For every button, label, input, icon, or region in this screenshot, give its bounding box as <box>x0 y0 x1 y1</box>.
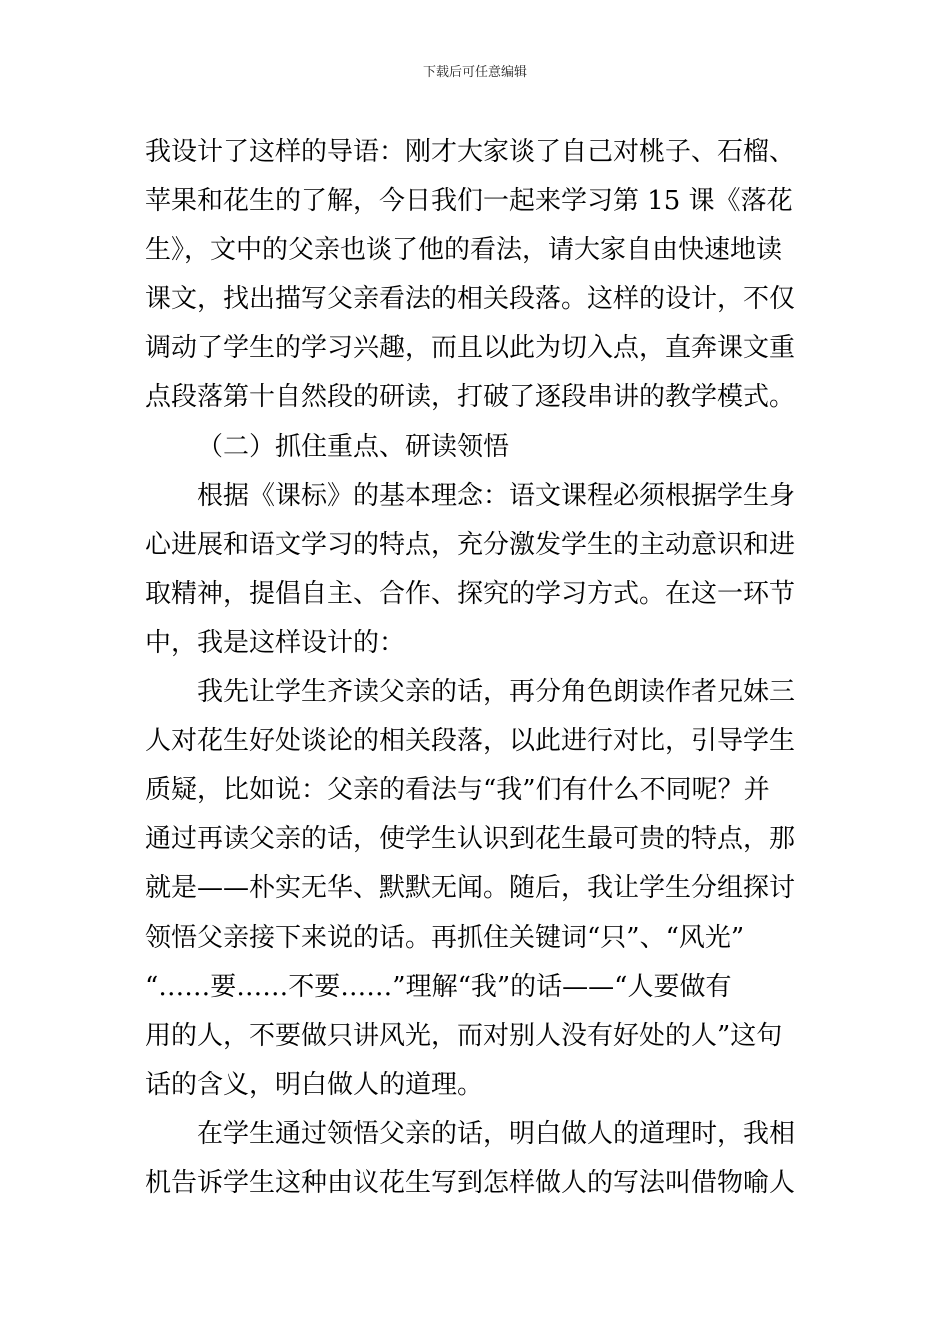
text-line: 就是——朴实无华、默默无闻。随后，我让学生分组探讨 <box>145 873 796 904</box>
text-line: 质疑，比如说：父亲的看法与“我”们有什么不同呢？并 <box>145 775 770 806</box>
text-line: 苹果和花生的了解，今日我们一起来学习第 15 课《落花 <box>145 186 793 217</box>
text-line: 话的含义，明白做人的道理。 <box>145 1069 484 1100</box>
text-line: 人对花生好处谈论的相关段落，以此进行对比，引导学生 <box>145 726 796 757</box>
text-line: 根据《课标》的基本理念：语文课程必须根据学生身 <box>197 480 796 511</box>
text-line: 领悟父亲接下来说的话。再抓住关键词“只”、“风光” <box>145 922 745 953</box>
text-line: 心进展和语文学习的特点，充分激发学生的主动意识和进 <box>145 529 796 560</box>
text-line: 在学生通过领悟父亲的话，明白做人的道理时，我相 <box>197 1118 796 1149</box>
text-line: 我设计了这样的导语：刚才大家谈了自己对桃子、石榴、 <box>145 137 796 167</box>
text-line: 中，我是这样设计的： <box>145 627 406 658</box>
text-line: 通过再读父亲的话，使学生认识到花生最可贵的特点，那 <box>145 824 796 855</box>
text-line: 课文，找出描写父亲看法的相关段落。这样的设计，不仅 <box>145 284 796 315</box>
text-line: 我先让学生齐读父亲的话，再分角色朗读作者兄妹三 <box>197 677 796 708</box>
document-body <box>145 128 810 1208</box>
text-line: “……要……不要……”理解“我”的话——“人要做有 <box>145 971 732 1002</box>
text-line: 用的人，不要做只讲风光，而对别人没有好处的人”这句 <box>145 1020 783 1051</box>
text-line: （二）抓住重点、研读领悟 <box>197 431 510 462</box>
text-line: 取精神，提倡自主、合作、探究的学习方式。在这一环节 <box>145 578 796 609</box>
text-line: 生》，文中的父亲也谈了他的看法，请大家自由快速地读 <box>145 235 783 266</box>
text-line: 点段落第十自然段的研读，打破了逐段串讲的教学模式。 <box>145 382 796 413</box>
text-line: 调动了学生的学习兴趣，而且以此为切入点，直奔课文重 <box>145 333 796 364</box>
text-line: 机告诉学生这种由议花生写到怎样做人的写法叫借物喻人 <box>145 1167 796 1198</box>
page-header-note: 下载后可任意编辑 <box>422 65 527 80</box>
